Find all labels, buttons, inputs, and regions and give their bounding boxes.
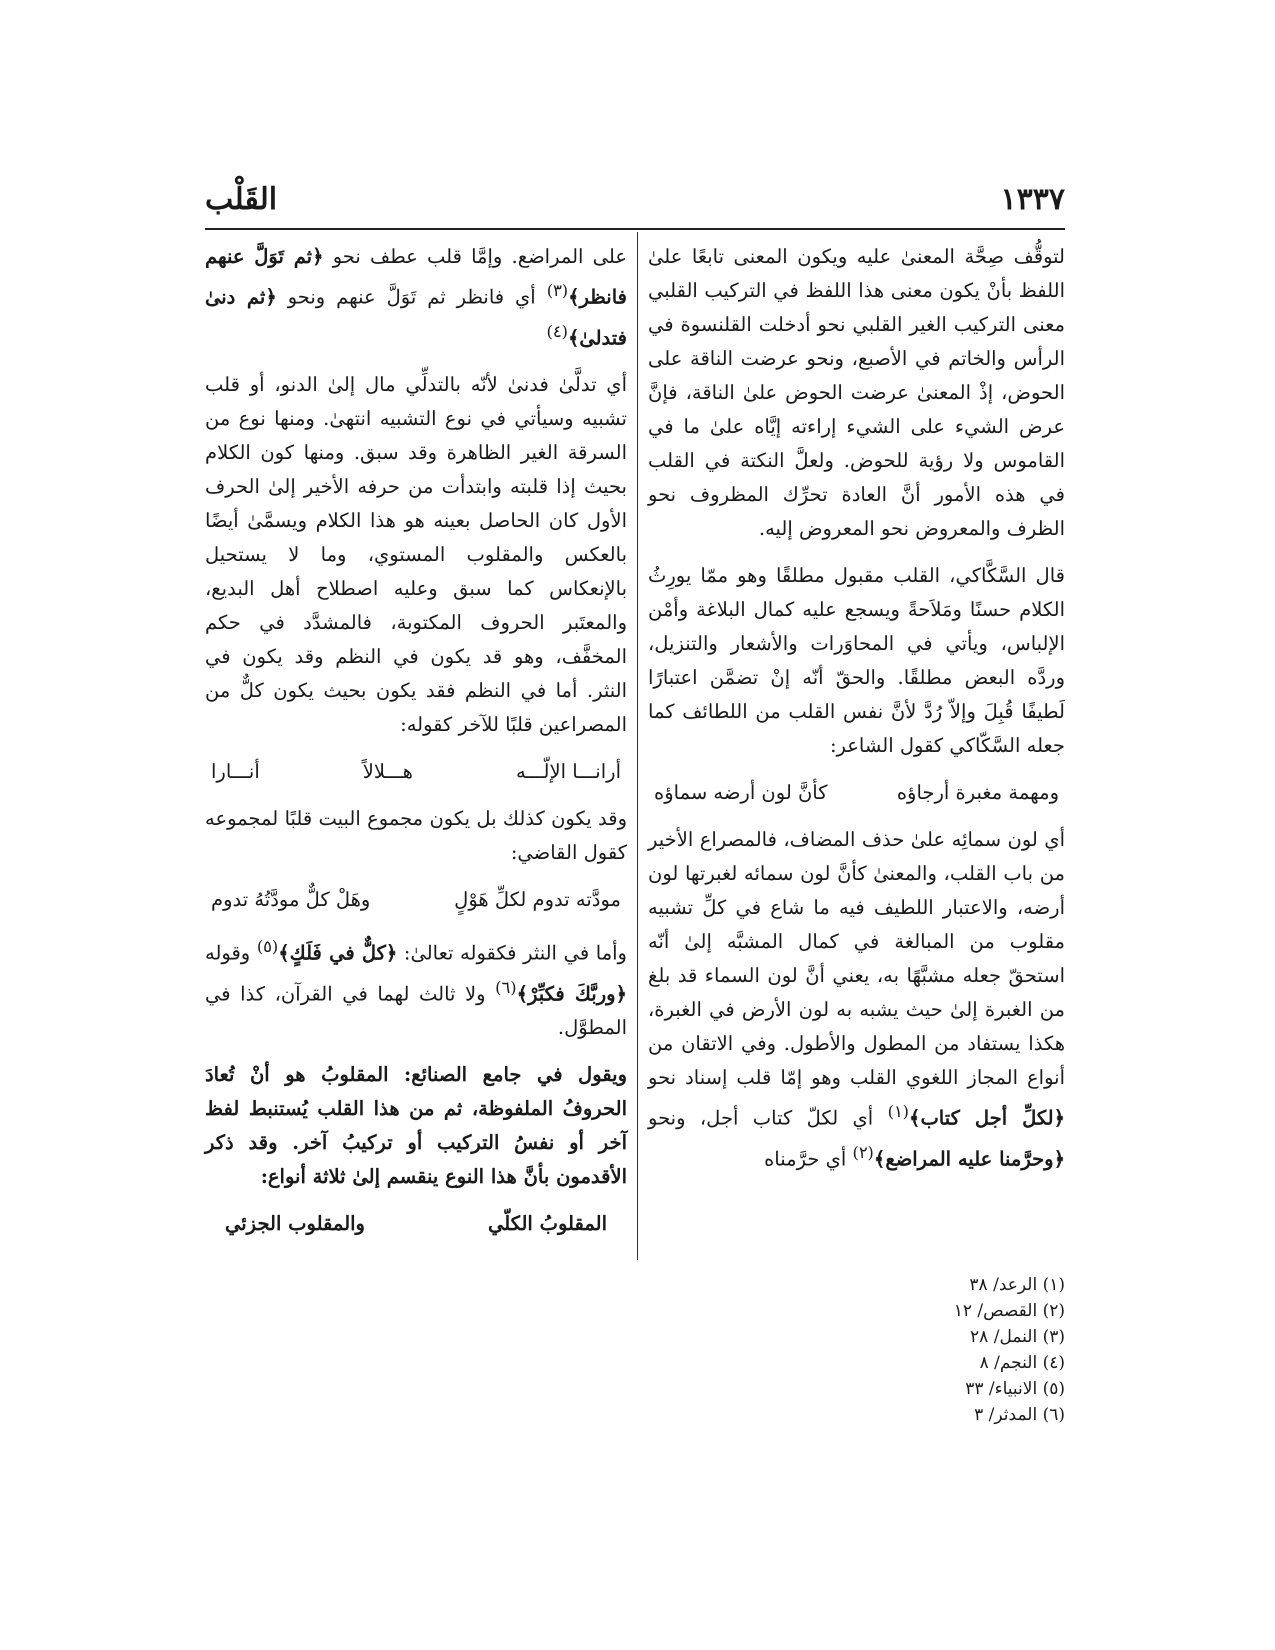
paragraph-text: أي لون سمائِه علىٰ حذف المضاف، فالمصراع الأخير من باب القلب، والمعنىٰ كأنَّ لون سمائه لغبرتها لون أرضه، والاعتبار اللطيف فيه ما شاع في كلِّ تشبيه مقلوب من المبالغة في كمال المشبَّه إلىٰ أنّه استحقّ جعله مشبَّهًا به، يعني أنَّ لون السماء قد بلغ من الغبرة إلىٰ حيث يشبه به لون الأرض في الغبرة، هكذا يستفاد من المطول والأطول. وفي الاتقان من أنواع المجاز اللغوي القلب وهو إمّا قلب إسناد نحو [648, 828, 1065, 1089]
footnote: (٦) المدثر/ ٣ [974, 1405, 1065, 1425]
footnote: (٤) النجم/ ٨ [979, 1353, 1065, 1373]
paragraph: قال السَّكَّاكي، القلب مقبول مطلقًا وهو ممّا يورِثُ الكلام حسنًا ومَلاَحةً ويسجع عليه كمال البلاغة وأمْن الإلباس، ويأتي في المحاوَرات والأشعار والتنزيل، وردَّه البعض مطلقًا. والحقّ أنّه إنْ تضمَّن اعتبارًا لَطيفًا قُبِلَ وإلاّ رُدَّ لأنَّ نفس القلب من اللطائف كما جعله السَّكّاكي كقول الشاعر: [648, 564, 1065, 757]
type-item: والمقلوب الجزئي [225, 1212, 365, 1235]
paragraph-text: وأما في النثر فكقوله تعالىٰ: [397, 941, 627, 965]
paragraph-text: أي حرَّمناه [764, 1147, 853, 1170]
paragraph-text: أي لكلّ كتاب أجل، ونحو [648, 1106, 888, 1130]
quran-quote: ﴿كلٌّ في فَلَكٍ﴾ [278, 941, 398, 965]
verse-hemistich: وهَلْ كلٌّ مودَّتُهُ تدوم [211, 888, 371, 911]
verse-word: أنـــارا [211, 760, 260, 783]
paragraph [205, 930, 627, 1045]
verse-hemistich: مودَّته تدوم لكلِّ هَوْلٍ [454, 888, 621, 911]
verse-line [205, 883, 627, 917]
paragraph-text: على المراضع. وإمَّا قلب عطف نحو [323, 245, 627, 268]
footnote: (٢) القصص/ ١٢ [953, 1301, 1065, 1321]
paragraph: أي تدلَّىٰ فدنىٰ لأنّه بالتدلِّي مال إلىٰ الدنو، أو قلب تشبيه وسيأتي في نوع التشبيه انتهىٰ. ومنها نوع من السرقة الغير الظاهرة وقد سبق. ومنها كون الكلام بحيث إذا قلبته وابتدأت من حرفه الأخير إلىٰ الحرف الأول كان الحاصل بعينه هو هذا الكلام ويسمَّىٰ أيضًا بالعكس والمقلوب المستوي، وما لا يستحيل بالإنعكاس كما سبق وعليه اصطلاح أهل البديع، والمعتَبر الحروف المكتوبة، فالمشدَّد في حكم المخفَّف، وهو قد يكون في النظم وقد يكون في النثر. أما في النظم فقد يكون بحيث يكون كلٌّ من المصراعين قلبًا للآخر كقوله: [205, 373, 627, 736]
verse-line [205, 755, 627, 789]
footnote: (٥) الانبياء/ ٣٣ [965, 1379, 1065, 1399]
right-column [648, 240, 1065, 1189]
quran-quote: ﴿لكلِّ أجل كتاب﴾ [909, 1106, 1065, 1130]
quran-quote: ﴿وحرَّمنا عليه المراضع﴾ [873, 1147, 1065, 1170]
column-divider [637, 232, 638, 1260]
footnotes [870, 1272, 1065, 1428]
page-header [205, 182, 1065, 230]
paragraph [648, 823, 1065, 1176]
footnote-ref: (٦) [495, 977, 517, 997]
paragraph [205, 240, 627, 355]
paragraph: وقد يكون كذلك بل يكون مجموع البيت قلبًا لمجموعه كقول القاضي: [205, 807, 627, 864]
types-list [205, 1207, 627, 1241]
quran-quote: ﴿وربَّكَ فكبِّرْ﴾ [516, 982, 627, 1005]
verse-word: أرانـــا الإلّـــه [515, 760, 621, 783]
footnote-ref: (١) [887, 1102, 910, 1121]
verse-hemistich: ومهمة مغبرة أرجاؤه [896, 781, 1059, 804]
footnote-ref: (٤) [546, 321, 568, 341]
paragraph-text: وقوله [205, 941, 257, 965]
paragraph-text: ولا ثالث لهما في القرآن، كذا في المطوَّل. [205, 982, 627, 1039]
paragraph-text: أي فانظر ثم تَوَلَّ عنهم ونحو [276, 285, 547, 309]
left-column [205, 240, 627, 1241]
type-item: المقلوبُ الكلّي [487, 1212, 607, 1235]
verse-word: هـــلالاً [362, 760, 413, 783]
footnote-ref: (٥) [256, 937, 279, 956]
quran-quote: ﴿ثم دنىٰ فتدلىٰ﴾ [205, 285, 627, 349]
footnote-ref: (٣) [546, 281, 569, 300]
footnote-ref: (٢) [852, 1142, 874, 1162]
page-number: ١٣٣٧ [1000, 182, 1065, 217]
paragraph: لتوقُّف صِحَّة المعنىٰ عليه ويكون المعنى تابعًا علىٰ اللفظ بأنْ يكون معنى هذا اللفظ في التركيب القلبي معنى التركيب الغير القلبي نحو أدخلت القلنسوة في الرأس والخاتم في الأصبع، ونحو عرضت الناقة على الحوض، إذْ المعنىٰ عرضت الحوض علىٰ الناقة، فإنَّ عرض الشيء على الشيء إراءته إيَّاه علىٰ ما في القاموس ولا رؤية للحوض. ولعلَّ النكتة في القلب في هذه الأمور أنَّ العادة تحرِّك المظروف نحو الظرف والمعروض نحو المعروض إليه. [648, 245, 1065, 540]
running-title: القَلْب [205, 182, 278, 217]
paragraph: ويقول في جامع الصنائع: المقلوبُ هو أنْ تُعادَ الحروفُ الملفوظة، ثم من هذا القلب يُستنبط لفظ آخر أو نفسُ التركيب أو تركيبُ آخر. وقد ذكر الأقدمون بأنَّ هذا النوع ينقسم إلىٰ ثلاثة أنواع: [205, 1063, 627, 1188]
verse-hemistich: كأنَّ لون أرضه سماؤه [654, 781, 828, 804]
verse-line [648, 776, 1065, 810]
footnote: (١) الرعد/ ٣٨ [969, 1275, 1065, 1295]
footnote: (٣) النمل/ ٢٨ [970, 1327, 1065, 1347]
quran-quote: ﴿ثم تَوَلَّ عنهم فانظر﴾ [205, 245, 627, 309]
